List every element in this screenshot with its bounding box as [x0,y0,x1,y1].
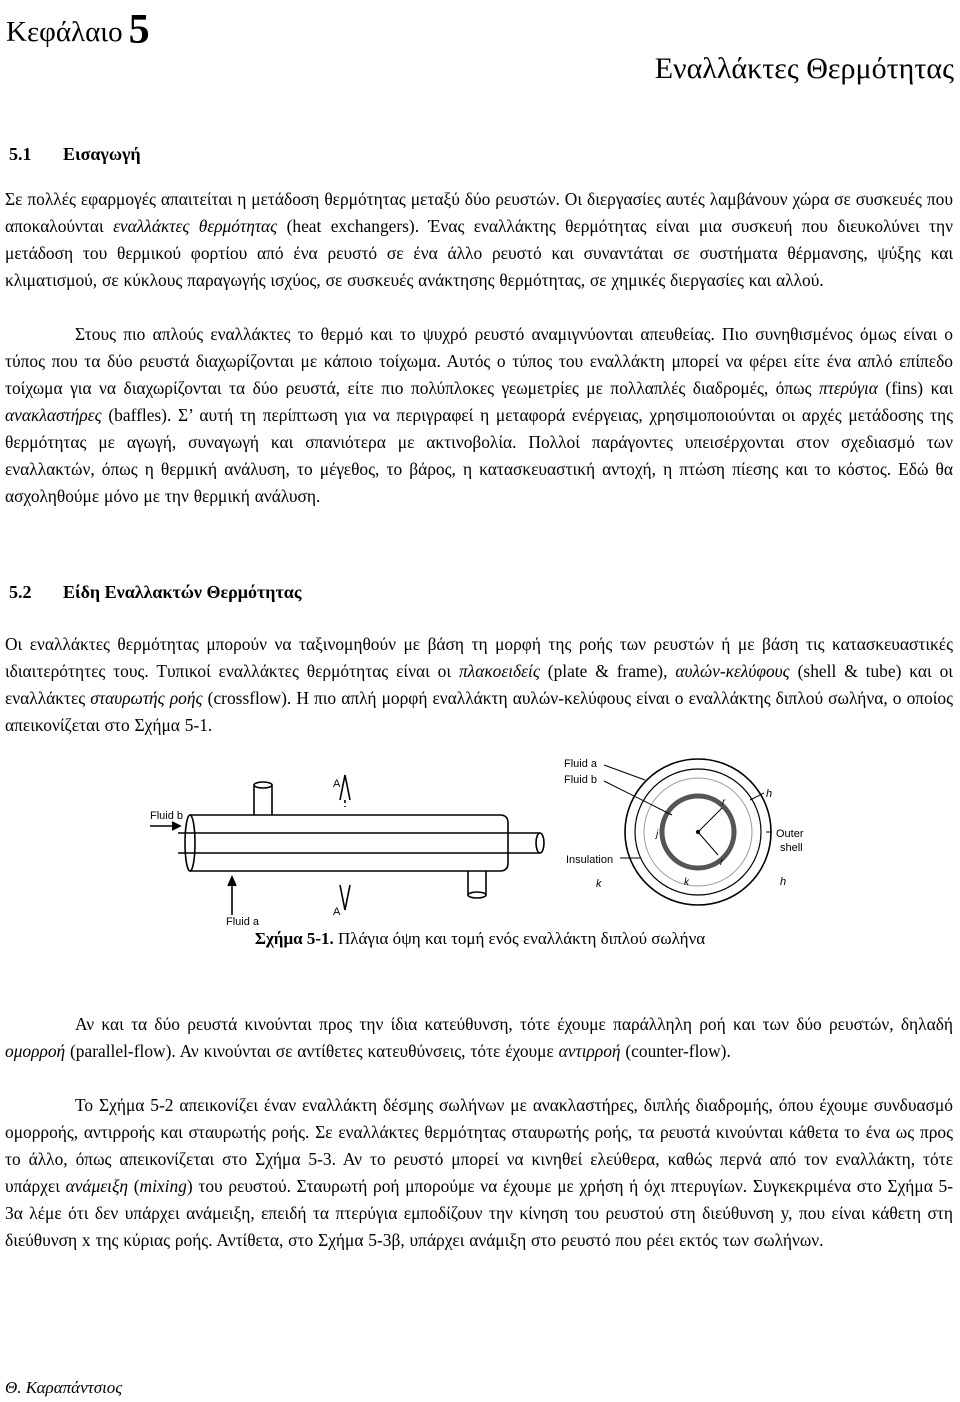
label-section-a-top: A [333,778,341,790]
section-title: Εισαγωγή [63,144,141,164]
text-run: (baffles). Σ’ αυτή τη περίπτωση για να περιγραφεί η μεταφορά ενέργειας, χρησιμοποιούνται οι αρχές μετάδοσης της θερμότητας με αγωγή, συναγωγή και σπανιότερα με ακτινοβολία. Πολλοί παράγοντες υπεισέρχονται στον σχεδιασμό των εναλλακτών, όπως η θερμική ανάλυση, το μέγεθος, το βάρος, η κατασκευαστική αντοχή, η πτώση πίεσης και το κόστος. Εδώ θα ασχοληθούμε μόνο με την θερμική ανάλυση. [5,405,953,506]
text-run: Στους πιο απλούς εναλλάκτες το θερμό και το ψυχρό ρευστό αναμιγνύονται απευθείας. Πιο συνηθισμένος όμως είναι ο τύπος που τα δύο ρευστά διαχωρίζονται με κάποιο τοίχωμα. Αυτός ο τύπος του εναλλάκτη μπορεί να φέρει είτε ένα απλό επίπεδο τοίχωμα για να διαχωρίζονται τα δύο ρευστά, είτε πιο πολύπλοκες γεωμετρίες με πολλαπλές διαδρομές, όπως [5,324,953,398]
fluid-b-arrowhead [172,822,180,830]
italic-term: πτερύγια [819,378,878,398]
chapter-word: Κεφάλαιο [6,16,123,48]
label-fluid-b-side: Fluid b [150,810,184,822]
bottom-nozzle-cap [468,892,486,898]
text-run: Σε πολλές εφαρμογές απαιτείται η μετάδοση θερμότητας μεταξύ δύο ρευστών. Οι διεργασίες αυτές λαμβάνουν χώρα σε συσκευές που αποκαλούνται [5,189,953,236]
label-outer: Outer [776,828,804,840]
caption-text: Πλάγια όψη και τομή ενός εναλλάκτη διπλού σωλήνα [333,929,706,948]
italic-term: ανάμειξη [65,1176,129,1196]
section-heading-5-2 [9,582,301,603]
text-run: (plate & frame), [539,661,676,681]
label-r2: r [720,857,724,868]
label-ha: h [766,788,773,800]
footer-author: Θ. Καραπάντσιος [5,1378,123,1397]
paragraph-intro [5,186,953,294]
caption-label: Σχήμα 5-1. [254,929,334,948]
section-number: 5.2 [9,582,32,602]
chapter-label [6,4,150,52]
radius-r2 [698,832,718,855]
text-run: (heat exchangers). Ένας εναλλάκτης θερμότητας είναι μια συσκευή που διευκολύνει την μετάδοση του θερμικού φορτίου από ένα ρευστό σε ένα άλλο ρευστό και συναντάται σε συστήματα θέρμανσης, ψύξης και κλιματισμού, σε κύκλους παραγωγής ισχύος, σε συσκευές ανάκτησης θερμότητας, σε χημικές διεργασίες και αλλού. [5,216,953,290]
text-run: ) του ρευστού. Σταυρωτή ροή μπορούμε να έχουμε με χρήση ή όχι πτερυγίων. Συγκεκριμένα στο Σχήμα 5-3α λέμε ότι δεν υπάρχει ανάμειξη, επειδή τα πτερύγια εμποδίζουν την κίνηση του ρευστού στη διεύθυνση y, που είναι κάθετη στη διεύθυνση x της κύριας ροής. Αντίθετα, στο Σχήμα 5-3β, υπάρχει ανάμιξη στο ρευστό που ρέει εκτός των σωλήνων. [5,1176,953,1250]
label-section-a-bottom: A [333,906,341,918]
figure-double-pipe-exchanger [0,745,960,925]
figure-caption [0,929,960,949]
section-heading-5-1 [9,144,141,165]
italic-term: mixing [139,1176,187,1196]
text-run: (shell & tube) και οι εναλλάκτες [5,661,953,708]
leader-fluid-a [604,765,645,780]
label-fluid-b-section: Fluid b [564,774,598,786]
outer-pipe-end [185,815,195,871]
paragraph-classification [5,631,953,739]
italic-term: αυλών-κελύφους [675,661,790,681]
section-number: 5.1 [9,144,32,164]
italic-term: ανακλαστήρες [5,405,102,425]
text-run: (crossflow). Η πιο απλή μορφή εναλλάκτη αυλών-κελύφους είναι ο εναλλάκτης διπλού σωλήνα, ο οποίος απεικονίζεται στο Σχήμα 5-1. [5,688,954,735]
label-k-outer: k [596,878,602,890]
label-fluid-a-side: Fluid a [226,916,260,925]
text-run: (fins) και [877,378,953,398]
text-run: Οι εναλλάκτες θερμότητας μπορούν να ταξινομηθούν με βάση τη μορφή της ροής των ρευστών ή με βάση τις κατασκευαστικές ιδιαιτερότητες τους. Τυπικοί εναλλάκτες θερμότητας είναι οι [5,634,953,681]
label-fluid-a-section: Fluid a [564,758,598,770]
italic-term: σταυρωτής ροής [90,688,203,708]
label-hi: h [780,876,787,888]
label-j: j [656,829,659,840]
top-nozzle-cap [254,782,272,788]
section-arrow-bottom [340,885,350,910]
paragraph-crossflow [5,1092,953,1254]
label-k-inner: k [684,877,689,888]
text-run: (parallel-flow). Αν κινούνται σε αντίθετες κατευθύνσεις, τότε έχουμε [65,1041,559,1061]
italic-term: ομορροή [5,1041,66,1061]
leader-fluid-b [604,781,672,815]
label-r1: r [722,797,726,808]
text-run: (counter-flow). [620,1041,731,1061]
paragraph-types-mixing [5,321,953,510]
label-insulation: Insulation [566,854,614,866]
inner-pipe-end [536,833,544,853]
center-point [696,830,699,833]
section-arrow-top [340,775,350,800]
chapter-title: Εναλλάκτες Θερμότητας [654,52,954,85]
section-title: Είδη Εναλλακτών Θερμότητας [63,582,302,602]
outer-pipe [190,815,508,871]
text-run: Το Σχήμα 5-2 απεικονίζει έναν εναλλάκτη δέσμης σωλήνων με ανακλαστήρες, διπλής διαδρομής, όπου έχουμε συνδυασμό ομορροής, αντιρροής και σταυρωτής ροής. Σε εναλλάκτες θερμότητας σταυρωτής ροής, τα ρευστά κινούνται κάθετα το ένα ως προς το άλλο, όπως απεικονίζεται στο Σχήμα 5-3. Αν το ρευστό μπορεί να κινηθεί ελεύθερα, καθώς περνά από τον εναλλάκτη, τότε υπάρχει [5,1095,953,1196]
italic-term: πλακοειδείς [458,661,540,681]
italic-term: αντιρροή [558,1041,621,1061]
label-shell: shell [780,842,803,854]
chapter-number: 5 [128,7,150,53]
italic-term: εναλλάκτες θερμότητας [113,216,278,236]
text-run: Αν και τα δύο ρευστά κινούνται προς την ίδια κατεύθυνση, τότε έχουμε παράλληλη ροή και των δύο ρευστών, δηλαδή [75,1014,953,1034]
side-view-diagram [150,775,544,915]
fluid-a-arrowhead [228,877,236,886]
paragraph-flow-direction [5,1011,953,1065]
text-run: ( [128,1176,140,1196]
radius-r1 [698,808,722,832]
